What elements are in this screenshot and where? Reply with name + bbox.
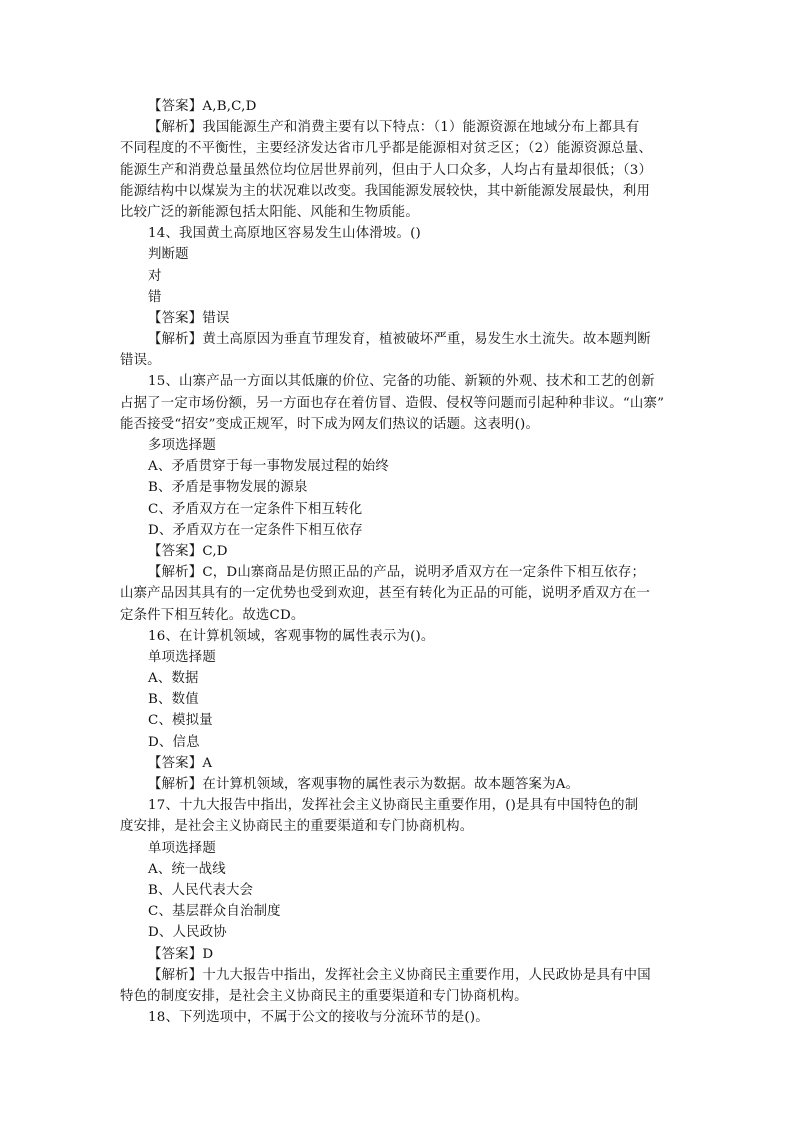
text-line: A、矛盾贯穿于每一事物发展过程的始终 (148, 459, 389, 475)
text-line: 16、在计算机领域，客观事物的属性表示为()。 (148, 628, 435, 644)
text-line: 【答案】A,B,C,D (148, 99, 257, 114)
text-line: A、统一战线 (148, 861, 226, 877)
text-line: 【答案】错误 (148, 310, 230, 326)
text-line: 15、山寨产品一方面以其低廉的价位、完备的功能、新颖的外观、技术和工艺的创新 (148, 374, 655, 390)
text-line: 【答案】D (148, 946, 214, 962)
text-line: 【解析】C，D山寨商品是仿照正品的产品，说明矛盾双方在一定条件下相互依存； (148, 565, 646, 581)
text-line: 错误。 (120, 353, 161, 369)
text-line: 14、我国黄土高原地区容易发生山体滑坡。() (148, 226, 421, 242)
text-line: D、信息 (148, 734, 200, 750)
text-line: 能源生产和消费总量虽然位均位居世界前列，但由于人口众多，人均占有量却很低；（3） (120, 162, 653, 178)
text-line: C、矛盾双方在一定条件下相互转化 (148, 501, 363, 517)
text-line: B、矛盾是事物发展的源泉 (148, 480, 308, 496)
text-line: 判断题 (148, 247, 189, 263)
text-line: 单项选择题 (148, 840, 216, 856)
text-line: 【解析】我国能源生产和消费主要有以下特点：（1）能源资源在地域分布上都具有 (148, 120, 640, 136)
text-line: 对 (148, 268, 162, 284)
text-line: 【解析】黄土高原因为垂直节理发育，植被破坏严重，易发生水土流失。故本题判断 (148, 332, 651, 348)
text-line: 【解析】十九大报告中指出，发挥社会主义协商民主重要作用，人民政协是具有中国 (148, 967, 651, 983)
text-line: B、数值 (148, 692, 199, 708)
text-line: D、矛盾双方在一定条件下相互依存 (148, 522, 363, 538)
text-line: 比较广泛的新能源包括太阳能、风能和生物质能。 (120, 204, 419, 220)
text-line: 18、下列选项中，不属于公文的接收与分流环节的是()。 (148, 1010, 489, 1026)
text-line: D、人民政协 (148, 925, 227, 941)
document-body (120, 96, 680, 1028)
text-line: 度安排，是社会主义协商民主的重要渠道和专门协商机构。 (120, 819, 474, 835)
text-line: 占据了一定市场份额，另一方面也存在着仿冒、造假、侵权等问题而引起种种非议。“山寨” (120, 395, 665, 411)
text-line: 不同程度的不平衡性，主要经济发达省市几乎都是能源相对贫乏区；（2）能源资源总量、 (120, 141, 653, 157)
text-line: 17、十九大报告中指出，发挥社会主义协商民主重要作用，()是具有中国特色的制 (148, 798, 639, 814)
text-line: 【答案】C,D (148, 543, 228, 559)
text-line: A、数据 (148, 671, 199, 687)
text-line: 单项选择题 (148, 649, 216, 665)
text-line: 能否接受“招安”变成正规军，时下成为网友们热议的话题。这表明()。 (120, 416, 540, 432)
text-line: 特色的制度安排，是社会主义协商民主的重要渠道和专门协商机构。 (120, 988, 528, 1004)
text-line: 【答案】A (148, 755, 213, 771)
text-line: 错 (148, 289, 162, 305)
text-line: C、基层群众自治制度 (148, 904, 281, 920)
text-line: 山寨产品因其具有的一定优势也受到欢迎，甚至有转化为正品的可能，说明矛盾双方在一 (120, 586, 651, 602)
text-line: 【解析】在计算机领域，客观事物的属性表示为数据。故本题答案为A。 (148, 777, 580, 792)
text-line: 多项选择题 (148, 438, 216, 453)
text-line: C、模拟量 (148, 713, 213, 729)
text-line: 定条件下相互转化。故选CD。 (120, 607, 305, 623)
text-line: B、人民代表大会 (148, 882, 254, 898)
text-line: 能源结构中以煤炭为主的状况难以改变。我国能源发展较快，其中新能源发展最快，利用 (120, 183, 651, 199)
